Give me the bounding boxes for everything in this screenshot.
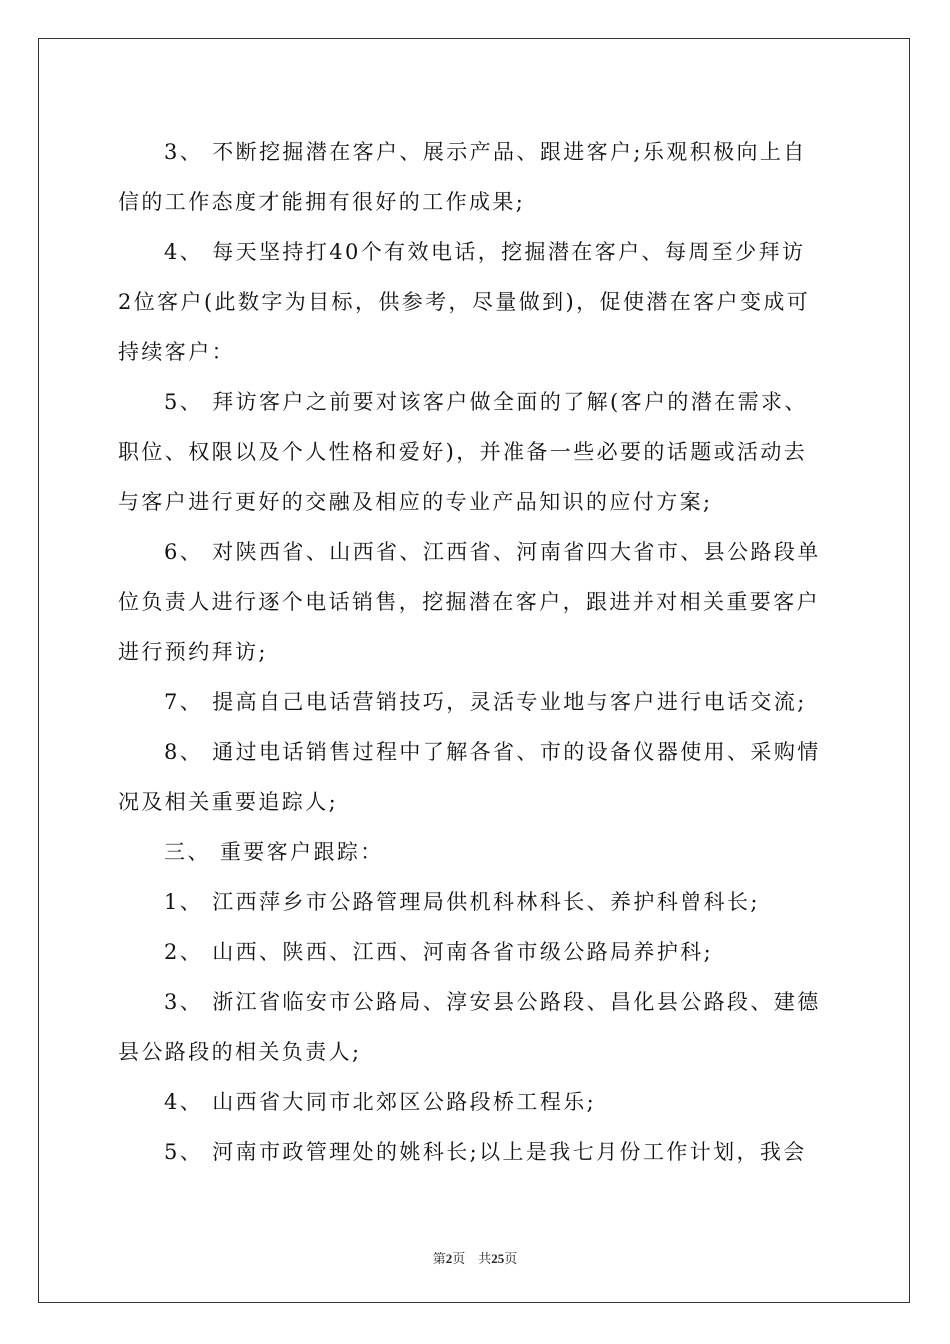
page-footer — [0, 1248, 950, 1267]
paragraph-6-line-2: 位负责人进行逐个电话销售，挖掘潜在客户，跟进并对相关重要客户 — [118, 590, 820, 614]
paragraph-6-line-3: 进行预约拜访; — [118, 640, 268, 664]
paragraph-8-line-2: 况及相关重要追踪人; — [118, 790, 339, 814]
client-item-4: 4、 山西省大同市北郊区公路段桥工程乐; — [164, 1090, 597, 1114]
paragraph-5-line-3: 与客户进行更好的交融及相应的专业产品知识的应付方案; — [118, 490, 713, 514]
paragraph-8-line-1: 8、 通过电话销售过程中了解各省、市的设备仪器使用、采购情 — [164, 740, 821, 764]
paragraph-5-line-2: 职位、权限以及个人性格和爱好)，并准备一些必要的话题或活动去 — [118, 440, 808, 464]
paragraph-3-line-1: 3、 不断挖掘潜在客户、展示产品、跟进客户;乐观积极向上自 — [164, 140, 807, 164]
footer-suffix: 页 — [504, 1251, 518, 1266]
client-item-1: 1、 江西萍乡市公路管理局供机科林科长、养护科曾科长; — [164, 890, 760, 914]
document-body — [118, 127, 832, 1177]
paragraph-3-line-2: 信的工作态度才能拥有很好的工作成果; — [118, 190, 526, 214]
current-page-number: 2 — [445, 1251, 453, 1266]
paragraph-5-line-1: 5、 拜访客户之前要对该客户做全面的了解(客户的潜在需求、 — [164, 390, 808, 414]
footer-prefix: 第 — [432, 1251, 446, 1266]
client-item-2: 2、 山西、陕西、江西、河南各省市级公路局养护科; — [164, 940, 714, 964]
client-item-3-line-2: 县公路段的相关负责人; — [118, 1040, 362, 1064]
footer-middle: 页 共 — [452, 1251, 492, 1266]
paragraph-4-line-1: 4、 每天坚持打40个有效电话，挖掘潜在客户、每周至少拜访 — [164, 240, 806, 264]
client-item-3-line-1: 3、 浙江省临安市公路局、淳安县公路段、昌化县公路段、建德 — [164, 990, 821, 1014]
paragraph-6-line-1: 6、 对陕西省、山西省、江西省、河南省四大省市、县公路段单 — [164, 540, 821, 564]
section-heading-key-clients: 三、 重要客户跟踪： — [164, 840, 384, 864]
client-item-5: 5、 河南市政管理处的姚科长;以上是我七月份工作计划，我会 — [164, 1140, 807, 1164]
total-page-count: 25 — [491, 1251, 505, 1266]
paragraph-4-line-2: 2位客户(此数字为目标，供参考，尽量做到)，促使潜在客户变成可 — [118, 290, 811, 314]
paragraph-4-line-3: 持续客户： — [118, 340, 235, 364]
paragraph-7-line-1: 7、 提高自己电话营销技巧，灵活专业地与客户进行电话交流; — [164, 690, 807, 714]
